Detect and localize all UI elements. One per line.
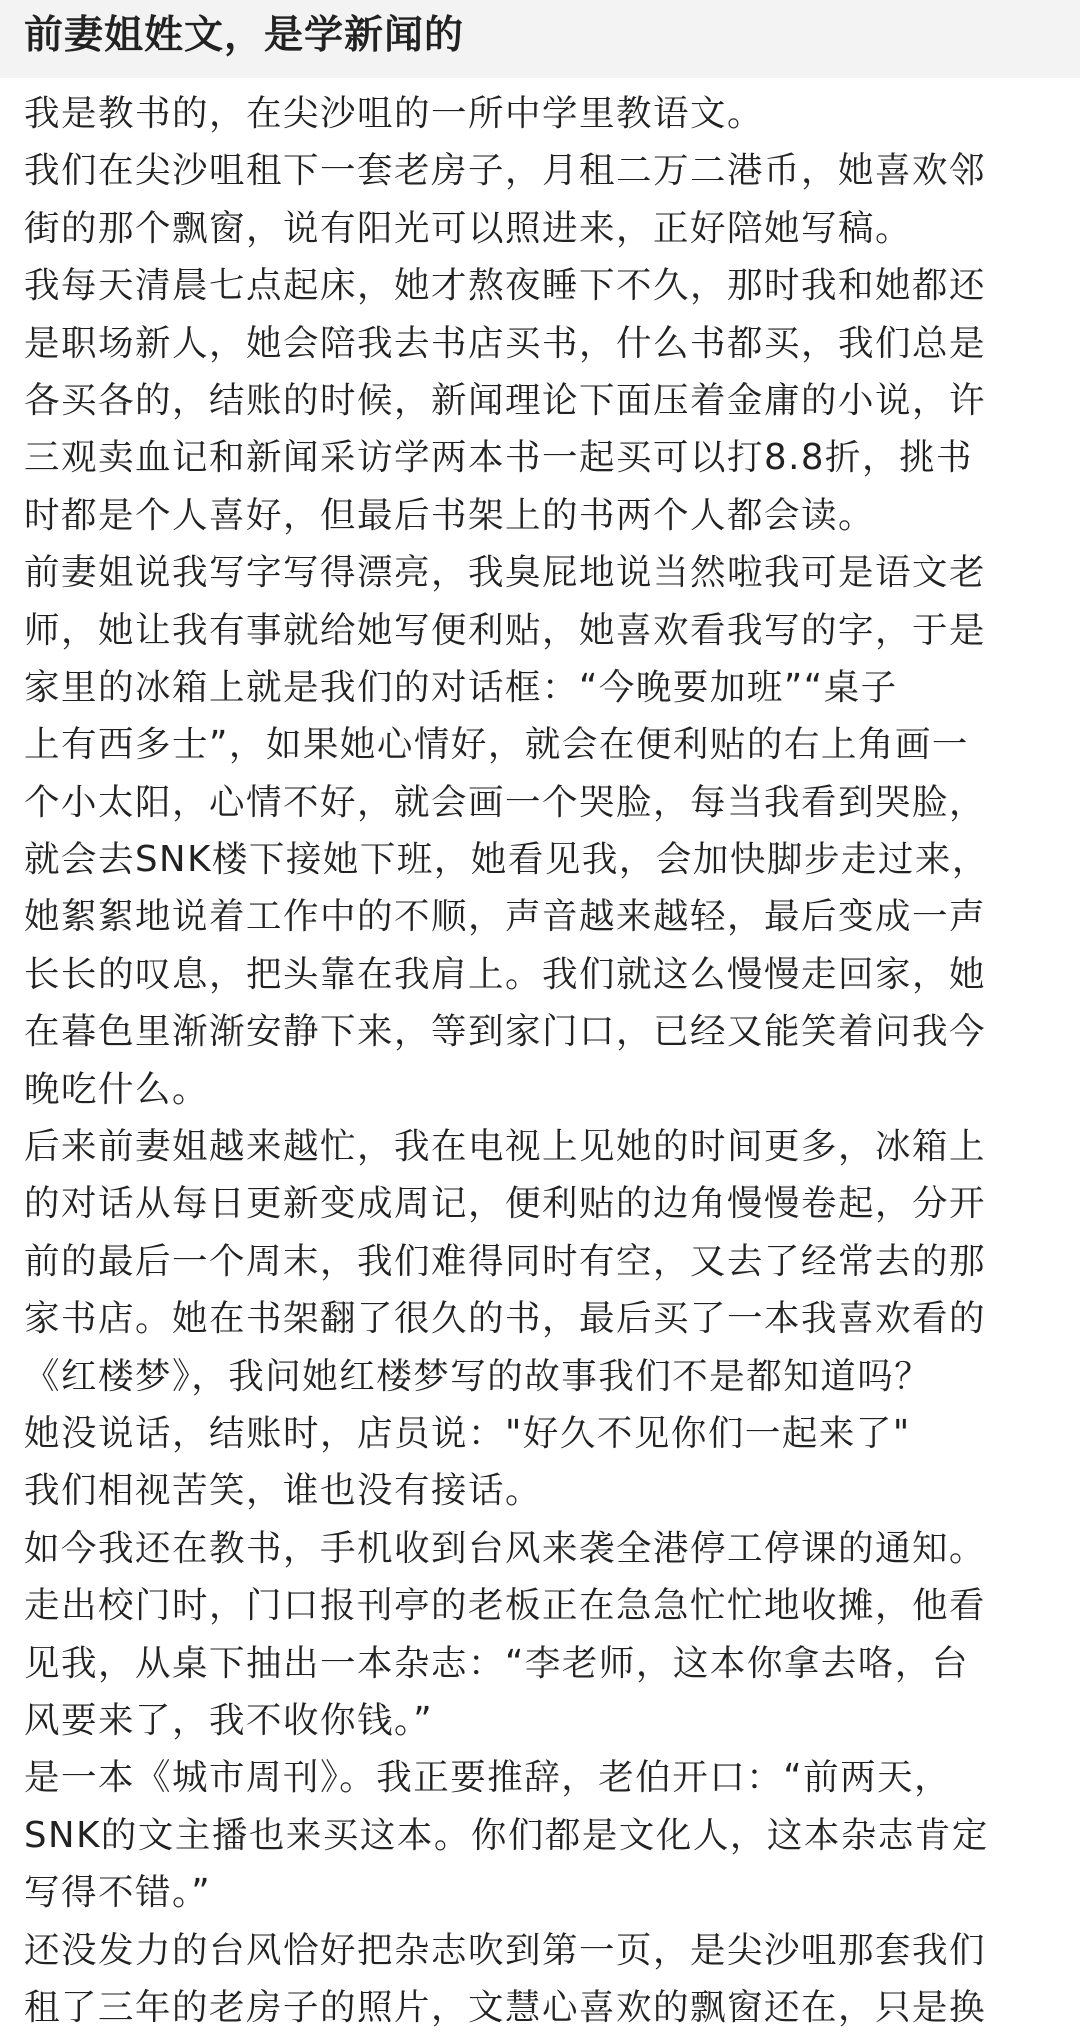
article-body (24, 85, 1064, 2036)
text-line: 上有西多士”，如果她心情好，就会在便利贴的右上角画一 (24, 724, 969, 766)
text-line: 家书店。她在书架翻了很久的书，最后买了一本我喜欢看的 (24, 1298, 987, 1340)
text-line: 时都是个人喜好，但最后书架上的书两个人都会读。 (24, 494, 876, 536)
text-line: 我们在尖沙咀租下一套老房子，月租二万二港币，她喜欢邻 (24, 150, 987, 192)
text-line: 风要来了，我不收你钱。” (24, 1699, 434, 1741)
text-line: 各买各的，结账的时候，新闻理论下面压着金庸的小说，许 (24, 379, 987, 421)
text-line: 租了三年的老房子的照片，文慧心喜欢的飘窗还在，只是换 (24, 1986, 987, 2028)
text-line: 前的最后一个周末，我们难得同时有空，又去了经常去的那 (24, 1240, 987, 1282)
text-line: 在暮色里渐渐安静下来，等到家门口，已经又能笑着问我今 (24, 1011, 987, 1053)
text-line: 三观卖血记和新闻采访学两本书一起买可以打8.8折，挑书 (24, 437, 973, 479)
text-line: 我们相视苦笑，谁也没有接话。 (24, 1470, 543, 1512)
text-line: 她絮絮地说着工作中的不顺，声音越来越轻，最后变成一声 (24, 896, 987, 938)
text-line: 我是教书的，在尖沙咀的一所中学里教语文。 (24, 93, 765, 134)
text-line: 见我，从桌下抽出一本杂志：“李老师，这本你拿去咯，台 (24, 1642, 969, 1684)
text-line: 《红楼梦》，我问她红楼梦写的故事我们不是都知道吗？ (24, 1355, 932, 1397)
text-line: 家里的冰箱上就是我们的对话框：“今晚要加班”“桌子 (24, 666, 898, 708)
text-line: 写得不错。” (24, 1872, 212, 1914)
text-line: 前妻姐说我写字写得漂亮，我臭屁地说当然啦我可是语文老 (24, 552, 987, 594)
text-line: 还没发力的台风恰好把杂志吹到第一页，是尖沙咀那套我们 (24, 1929, 987, 1971)
text-line: SNK的文主播也来买这本。你们都是文化人，这本杂志肯定 (24, 1814, 989, 1856)
header-bar (0, 0, 1080, 78)
text-line: 师，她让我有事就给她写便利贴，她喜欢看我写的字，于是 (24, 609, 987, 651)
text-line: 我每天清晨七点起床，她才熬夜睡下不久，那时我和她都还 (24, 265, 987, 307)
page-title: 前妻姐姓文，是学新闻的 (24, 13, 465, 58)
text-line: 如今我还在教书，手机收到台风来袭全港停工停课的通知。 (24, 1527, 987, 1569)
text-line: 个小太阳，心情不好，就会画一个哭脸，每当我看到哭脸， (24, 781, 987, 823)
text-line: 的对话从每日更新变成周记，便利贴的边角慢慢卷起，分开 (24, 1183, 987, 1225)
text-line: 街的那个飘窗，说有阳光可以照进来，正好陪她写稿。 (24, 207, 913, 249)
text-line: 就会去SNK楼下接她下班，她看见我，会加快脚步走过来， (24, 839, 989, 881)
text-line: 走出校门时，门口报刊亭的老板正在急急忙忙地收摊，他看 (24, 1585, 987, 1627)
text-line: 晚吃什么。 (24, 1068, 210, 1110)
text-line: 后来前妻姐越来越忙，我在电视上见她的时间更多，冰箱上 (24, 1126, 987, 1168)
text-line: 是一本《城市周刊》。我正要推辞，老伯开口：“前两天， (24, 1757, 952, 1799)
text-line: 她没说话，结账时，店员说："好久不见你们一起来了" (24, 1412, 911, 1454)
text-line: 是职场新人，她会陪我去书店买书，什么书都买，我们总是 (24, 322, 987, 364)
text-line: 长长的叹息，把头靠在我肩上。我们就这么慢慢走回家，她 (24, 953, 987, 995)
